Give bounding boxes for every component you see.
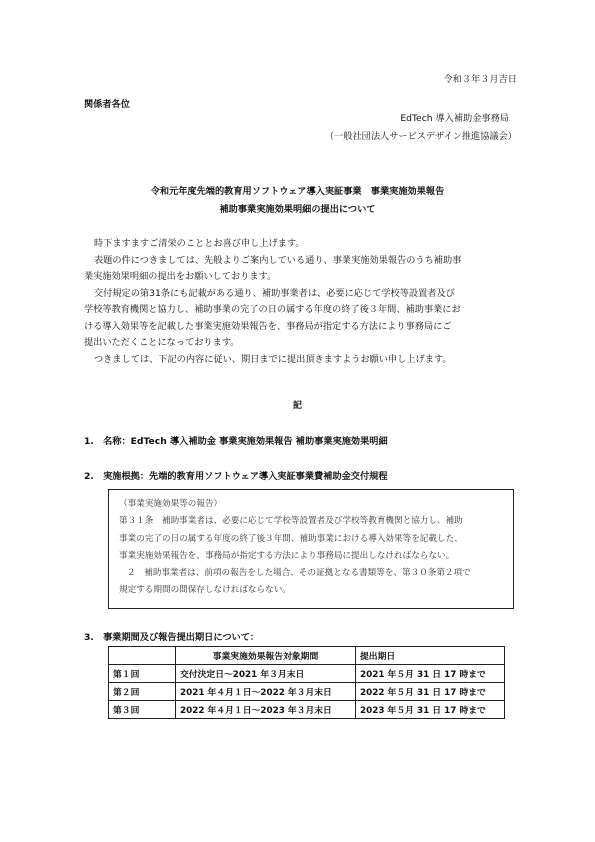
body-paragraph-3-line4: 提出いただくことになっております。 — [84, 337, 240, 348]
body-paragraph-2-line1: 表題の件につきましては、先般よりご案内している通り、事業実施効果報告のうち補助事 — [94, 254, 462, 266]
body-paragraph-3-line3: ける導入効果等を記載した事業実施効果報告を、事務局が指定する方法により事務局にご — [84, 320, 452, 332]
table-header-cell — [109, 647, 176, 665]
schedule-table — [108, 646, 505, 719]
regulation-line: ２ 補助事業者は、前項の報告をした場合、その証拠となる書類等を、第３０条第２項で — [127, 568, 471, 579]
item-3-schedule: 3. 事業期間及び報告提出期日について： — [84, 632, 260, 643]
regulation-line: 規定する期間の間保存しなければならない。 — [119, 585, 291, 596]
table-cell: 第１回 — [109, 665, 176, 683]
table-header-cell: 提出期日 — [356, 647, 505, 665]
table-row — [109, 701, 505, 719]
table-cell: 2022 年５月 31 日 17 時まで — [356, 683, 505, 701]
table-cell: 2022 年４月１日〜2023 年３月末日 — [176, 701, 356, 719]
document-title-line2: 補助事業実施効果明細の提出について — [219, 204, 376, 215]
item-2-basis: 2. 実施根拠：先端的教育用ソフトウェア導入実証事業費補助金交付規程 — [84, 471, 388, 482]
table-cell: 交付決定日〜2021 年３月末日 — [176, 665, 356, 683]
body-text — [84, 236, 516, 368]
regulation-line: 事業実施効果報告を、事務局が指定する方法により事務局に提出しなければならない。 — [119, 550, 455, 561]
table-header-row — [109, 647, 505, 665]
body-paragraph-2-line2: 業実施効果明細の提出をお願いしております。 — [84, 271, 277, 282]
issue-date: 令和３年３月吉日 — [443, 74, 517, 85]
item-1-name: 1. 名称：EdTech 導入補助金 事業実施効果報告 補助事業実施効果明細 — [84, 436, 388, 447]
regulation-line: 事業の完了の日の属する年度の終了後３年間、補助事業における導入効果等を記載した、 — [119, 533, 463, 544]
document-title-line1: 令和元年度先端的教育用ソフトウェア導入実証事業 事業実施効果報告 — [150, 186, 445, 197]
ki-heading: 記 — [292, 400, 303, 411]
table-row — [109, 665, 505, 683]
sender-organization: EdTech 導入補助金事務局 — [400, 113, 509, 124]
regulation-excerpt-box — [108, 489, 514, 609]
regulation-heading: （事業実施効果等の報告） — [119, 499, 223, 509]
body-paragraph-4: つきましては、下記の内容に従い、期日までに提出頂きますようお願い申し上げます。 — [94, 353, 452, 365]
table-cell: 第２回 — [109, 683, 176, 701]
table-cell: 第３回 — [109, 701, 176, 719]
body-paragraph-3-line1: 交付規定の第31条にも記載がある通り、補助事業者は、必要に応じて学校等設置者及び — [94, 287, 455, 299]
sender-association: （一般社団法人サービスデザイン推進協議会） — [324, 131, 517, 142]
body-paragraph-3-line2: 学校等教育機関と協力し、補助事業の完了の日の属する年度の終了後３年間、補助事業にお — [84, 304, 461, 315]
table-cell: 2021 年５月 31 日 17 時まで — [356, 665, 505, 683]
greeting: 時下ますますご清栄のこととお喜び申し上げます。 — [94, 238, 305, 249]
table-cell: 2023 年５月 31 日 17 時まで — [356, 701, 505, 719]
table-cell: 2021 年４月１日〜2022 年３月末日 — [176, 683, 356, 701]
table-header-cell: 事業実施効果報告対象期間 — [176, 647, 356, 665]
addressee: 関係者各位 — [84, 99, 130, 110]
table-row — [109, 683, 505, 701]
regulation-line: 第３１条 補助事業者は、必要に応じて学校等設置者及び学校等教育機関と協力し、補助 — [119, 516, 463, 527]
